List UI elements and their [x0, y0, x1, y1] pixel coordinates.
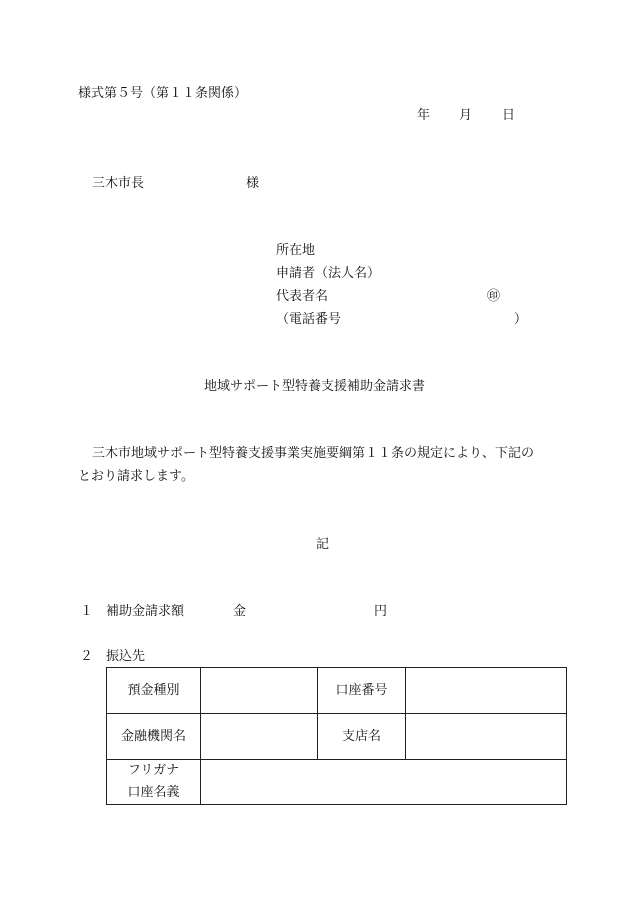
item1-label: 補助金請求額	[106, 604, 185, 619]
item1-number: １	[80, 604, 94, 619]
form-number: 様式第５号（第１１条関係）	[78, 86, 248, 101]
furigana-label: フリガナ	[127, 763, 180, 778]
table-row	[107, 714, 567, 760]
deposit-type-label: 預金種別	[107, 668, 201, 714]
document-title: 地域サポート型特養支援補助金請求書	[204, 379, 426, 394]
account-holder-field[interactable]	[201, 760, 567, 805]
addressee-honorific: 様	[246, 176, 260, 191]
bank-account-table	[106, 667, 567, 805]
account-holder-label: 口座名義	[127, 785, 180, 800]
seal-mark: ㊞	[487, 289, 501, 304]
bank-name-label: 金融機関名	[107, 714, 201, 760]
date-year-label: 年	[417, 108, 431, 123]
representative-label: 代表者名	[276, 289, 329, 304]
item2-label: 振込先	[106, 649, 146, 664]
table-row	[107, 668, 567, 714]
deposit-type-field[interactable]	[201, 668, 318, 714]
item1-kin: 金	[233, 604, 247, 619]
account-number-field[interactable]	[406, 668, 567, 714]
address-label: 所在地	[276, 243, 316, 258]
branch-name-field[interactable]	[406, 714, 567, 760]
date-day-label: 日	[502, 108, 516, 123]
applicant-label: 申請者（法人名）	[276, 266, 381, 281]
phone-close-paren: ）	[514, 312, 528, 327]
body-line-2: とおり請求します。	[78, 469, 194, 484]
account-holder-label-cell	[107, 760, 201, 805]
body-line-1: 三木市地域サポート型特養支援事業実施要綱第１１条の規定により、下記の	[92, 446, 535, 461]
phone-label: （電話番号	[276, 312, 342, 327]
addressee-name: 三木市長	[92, 176, 145, 191]
bank-name-field[interactable]	[201, 714, 318, 760]
branch-name-label: 支店名	[318, 714, 406, 760]
account-number-label: 口座番号	[318, 668, 406, 714]
item1-yen: 円	[374, 604, 388, 619]
ki-heading: 記	[316, 537, 330, 552]
date-month-label: 月	[459, 108, 473, 123]
item2-number: ２	[80, 649, 94, 664]
table-row	[107, 760, 567, 805]
